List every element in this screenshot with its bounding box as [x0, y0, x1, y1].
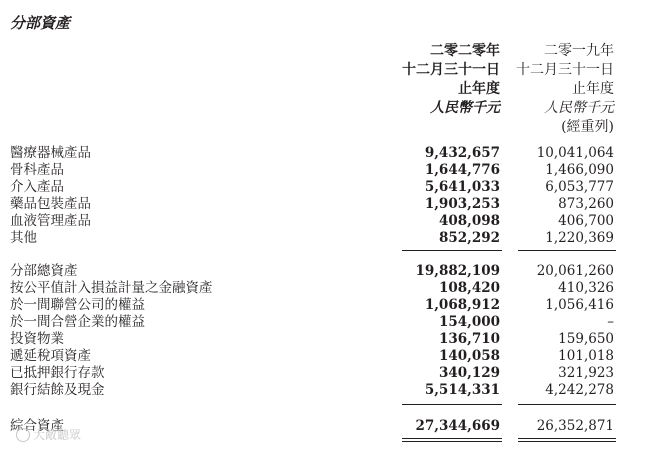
row-label: 已抵押銀行存款 — [10, 365, 105, 381]
table-row — [0, 179, 660, 196]
header-period: 止年度 — [458, 81, 500, 97]
watermark-logo-icon — [16, 428, 30, 442]
total-rule-current — [402, 404, 502, 405]
header-year: 二零一九年 — [544, 43, 614, 59]
previous-value: 10,041,064 — [536, 145, 614, 161]
watermark — [16, 426, 81, 443]
previous-value: 6,053,777 — [545, 179, 614, 195]
table-row — [0, 365, 660, 382]
current-value: 108,420 — [438, 280, 500, 296]
row-label: 其他 — [10, 230, 37, 246]
table-row — [0, 213, 660, 230]
current-value: 9,432,657 — [424, 145, 500, 161]
table-row-total — [0, 418, 660, 435]
current-value: 27,344,669 — [415, 418, 500, 434]
row-label: 投資物業 — [10, 331, 64, 347]
row-label: 遞延稅項資產 — [10, 348, 91, 364]
table-row — [0, 280, 660, 297]
current-value: 852,292 — [438, 230, 500, 246]
double-rule-current-top — [402, 438, 502, 439]
header-period: 止年度 — [572, 81, 614, 97]
row-label: 介入產品 — [10, 179, 64, 195]
header-date: 十二月三十一日 — [516, 62, 614, 78]
previous-value: 1,466,090 — [545, 162, 614, 178]
table-row — [0, 348, 660, 365]
previous-value: 873,260 — [558, 196, 614, 212]
current-value: 5,514,331 — [424, 382, 500, 398]
double-rule-previous-bottom — [518, 441, 616, 442]
subtotal-rule-current — [402, 250, 502, 251]
previous-value: 1,220,369 — [545, 230, 614, 246]
previous-value: 406,700 — [558, 213, 614, 229]
previous-value: – — [607, 314, 614, 330]
header-date: 十二月三十一日 — [402, 62, 500, 78]
current-value: 340,129 — [438, 365, 500, 381]
current-value: 1,068,912 — [424, 297, 500, 313]
row-label: 醫療器械產品 — [10, 145, 91, 161]
table-row — [0, 230, 660, 247]
current-value: 1,644,776 — [424, 162, 500, 178]
total-rule-previous — [518, 404, 616, 405]
watermark-text: 大敵聽眾 — [33, 428, 82, 442]
header-restated-note: (經重列) — [561, 119, 614, 135]
current-value: 19,882,109 — [415, 263, 500, 279]
row-label: 銀行結餘及現金 — [10, 382, 105, 398]
subtotal-rule-previous — [518, 250, 616, 251]
row-label: 藥品包裝產品 — [10, 196, 91, 212]
header-unit: 人民幣千元 — [430, 100, 500, 116]
column-header-current-year — [402, 42, 500, 118]
current-value: 140,058 — [438, 348, 500, 364]
previous-value: 321,923 — [558, 365, 614, 381]
current-value: 5,641,033 — [424, 179, 500, 195]
current-value: 136,710 — [438, 331, 500, 347]
table-row — [0, 314, 660, 331]
row-label: 骨科產品 — [10, 162, 64, 178]
current-value: 154,000 — [438, 314, 500, 330]
row-label: 於一間聯營公司的權益 — [10, 297, 145, 313]
previous-value: 101,018 — [558, 348, 614, 364]
column-header-previous-year — [516, 42, 614, 137]
table-row — [0, 162, 660, 179]
row-label: 血液管理產品 — [10, 213, 91, 229]
previous-value: 20,061,260 — [536, 263, 614, 279]
row-label: 綜合資產 — [10, 418, 64, 434]
double-rule-current-bottom — [402, 441, 502, 442]
previous-value: 26,352,871 — [536, 418, 614, 434]
double-rule-previous-top — [518, 438, 616, 439]
row-label: 按公平值計入損益計量之金融資產 — [10, 280, 213, 296]
table-row — [0, 145, 660, 162]
current-value: 1,903,253 — [424, 196, 500, 212]
table-row — [0, 297, 660, 314]
table-row — [0, 382, 660, 399]
previous-value: 159,650 — [558, 331, 614, 347]
table-row — [0, 263, 660, 280]
section-title: 分部資產 — [10, 14, 71, 32]
previous-value: 4,242,278 — [545, 382, 614, 398]
header-unit: 人民幣千元 — [544, 100, 614, 116]
row-label: 分部總資產 — [10, 263, 78, 279]
previous-value: 1,056,416 — [545, 297, 614, 313]
header-year: 二零二零年 — [430, 43, 500, 59]
previous-value: 410,326 — [558, 280, 614, 296]
row-label: 於一間合營企業的權益 — [10, 314, 145, 330]
table-row — [0, 196, 660, 213]
table-row — [0, 331, 660, 348]
current-value: 408,098 — [438, 213, 500, 229]
